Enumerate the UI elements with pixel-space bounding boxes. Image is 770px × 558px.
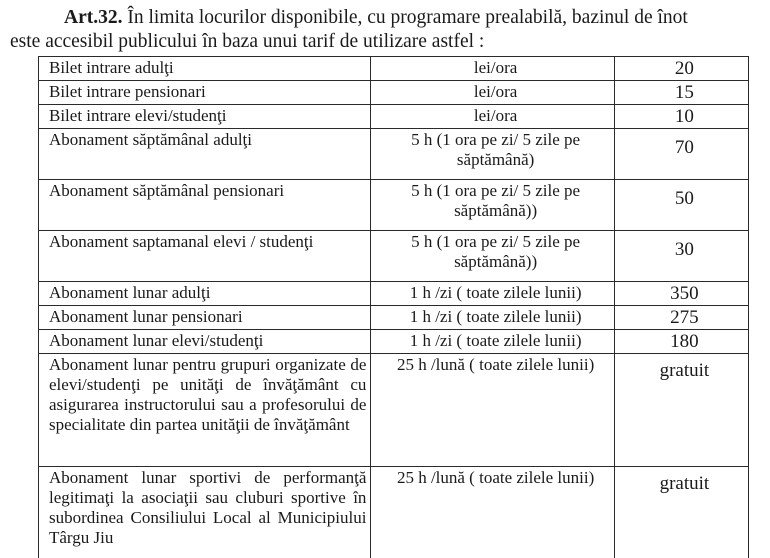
table-row bbox=[39, 306, 749, 330]
ticket-name: Bilet intrare pensionari bbox=[39, 81, 371, 105]
ticket-price: gratuit bbox=[614, 354, 748, 467]
ticket-unit: lei/ora bbox=[371, 81, 614, 105]
ticket-name: Abonament săptămânal pensionari bbox=[39, 180, 371, 231]
table-row bbox=[39, 105, 749, 129]
ticket-price: 70 bbox=[614, 129, 748, 180]
ticket-price: 20 bbox=[614, 57, 748, 81]
ticket-price: 350 bbox=[614, 282, 748, 306]
article-number: Art.32. bbox=[64, 7, 123, 28]
ticket-price: 15 bbox=[614, 81, 748, 105]
ticket-unit: 1 h /zi ( toate zilele lunii) bbox=[371, 282, 614, 306]
ticket-price: 10 bbox=[614, 105, 748, 129]
ticket-name: Bilet intrare adulţi bbox=[39, 57, 371, 81]
ticket-name: Bilet intrare elevi/studenţi bbox=[39, 105, 371, 129]
ticket-name: Abonament săptămânal adulţi bbox=[39, 129, 371, 180]
ticket-unit: 5 h (1 ora pe zi/ 5 zile pe săptămână)) bbox=[371, 231, 614, 282]
ticket-unit: 1 h /zi ( toate zilele lunii) bbox=[371, 306, 614, 330]
ticket-name: Abonament lunar pensionari bbox=[39, 306, 371, 330]
ticket-name: Abonament lunar elevi/studenţi bbox=[39, 330, 371, 354]
ticket-unit: lei/ora bbox=[371, 57, 614, 81]
ticket-name: Abonament lunar pentru grupuri organizate de elevi/studenţi pe unităţi de învăţământ cu asigurarea instructorului sau a profesorului de specialitate din partea unităţii de învăţământ bbox=[39, 354, 371, 467]
ticket-price: gratuit bbox=[614, 467, 748, 558]
ticket-unit: 1 h /zi ( toate zilele lunii) bbox=[371, 330, 614, 354]
ticket-name: Abonament lunar adulţi bbox=[39, 282, 371, 306]
ticket-price: 50 bbox=[614, 180, 748, 231]
ticket-unit: lei/ora bbox=[371, 105, 614, 129]
ticket-unit: 5 h (1 ora pe zi/ 5 zile pe săptămână) bbox=[371, 129, 614, 180]
fee-table bbox=[38, 56, 749, 558]
ticket-name: Abonament lunar sportivi de performanţă legitimaţi la asociaţii sau cluburi sportive în subordinea Consiliului Local al Municipiului Târgu Jiu bbox=[39, 467, 371, 558]
table-row bbox=[39, 180, 749, 231]
table-row bbox=[39, 231, 749, 282]
ticket-price: 275 bbox=[614, 306, 748, 330]
table-row bbox=[39, 282, 749, 306]
table-row bbox=[39, 354, 749, 467]
table-row bbox=[39, 467, 749, 558]
ticket-unit: 25 h /lună ( toate zilele lunii) bbox=[371, 467, 614, 558]
heading-line-1 bbox=[4, 6, 768, 30]
table-row bbox=[39, 81, 749, 105]
heading-text-1: În limita locurilor disponibile, cu programare prealabilă, bazinul de înot bbox=[122, 7, 688, 28]
ticket-price: 30 bbox=[614, 231, 748, 282]
article-heading bbox=[4, 6, 768, 54]
table-row bbox=[39, 330, 749, 354]
ticket-unit: 25 h /lună ( toate zilele lunii) bbox=[371, 354, 614, 467]
ticket-name: Abonament saptamanal elevi / studenţi bbox=[39, 231, 371, 282]
table-row bbox=[39, 129, 749, 180]
heading-line-2: este accesibil publicului în baza unui tarif de utilizare astfel : bbox=[10, 31, 485, 52]
ticket-price: 180 bbox=[614, 330, 748, 354]
ticket-unit: 5 h (1 ora pe zi/ 5 zile pe săptămână)) bbox=[371, 180, 614, 231]
table-row bbox=[39, 57, 749, 81]
